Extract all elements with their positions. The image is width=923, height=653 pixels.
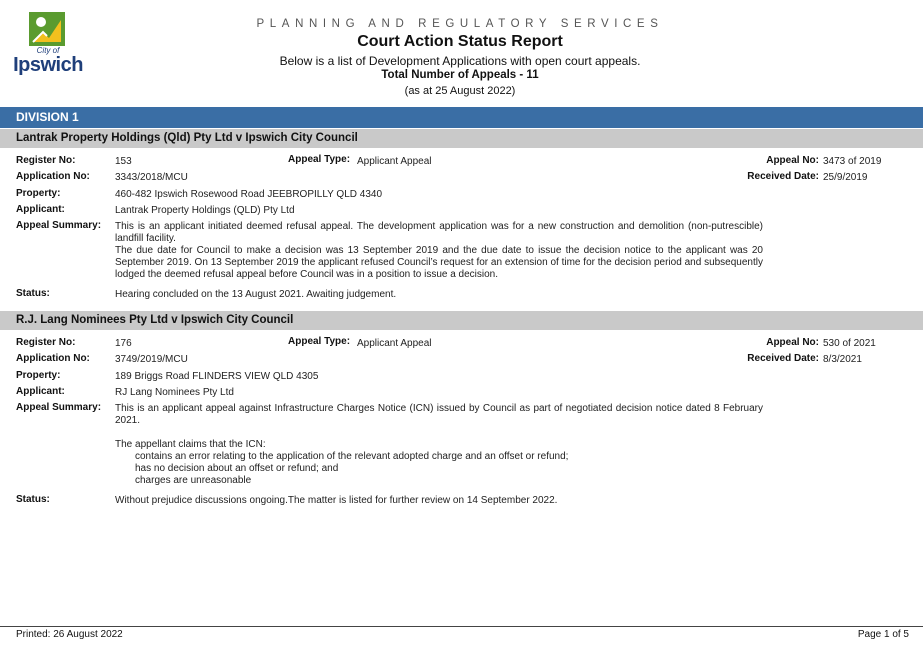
page-subtitle: Below is a list of Development Applications with open court appeals. [279,54,641,68]
appeal-summary [115,403,763,487]
summary-paragraph: This is an applicant initiated deemed refusal appeal. The development application was for a new construction and demolition (non-putrescible) landfill facility. [115,221,763,244]
appeal-summary-label: Appeal Summary: [16,402,102,413]
property-label: Property: [16,370,61,381]
appeal-no-value: 530 of 2021 [823,338,876,349]
received-date-value: 25/9/2019 [823,172,868,183]
status-label: Status: [16,288,50,299]
logo-name: Ipswich [13,54,83,76]
appeal-no-label: Appeal No: [766,155,819,166]
page-title: Court Action Status Report [357,33,563,50]
status-value: Hearing concluded on the 13 August 2021. Awaiting judgement. [115,289,397,300]
case-title-bar [0,129,923,148]
status-value: Without prejudice discussions ongoing.The matter is listed for further review on 14 September 2022. [115,495,558,506]
appeal-type-value: Applicant Appeal [357,156,432,167]
property-value: 460-482 Ipswich Rosewood Road JEEBROPILLY QLD 4340 [115,189,383,200]
application-no-label: Application No: [16,171,90,182]
received-date-label: Received Date: [747,353,819,364]
appeal-no-label: Appeal No: [766,337,819,348]
case-title: R.J. Lang Nominees Pty Ltd v Ipswich City Council [16,314,294,326]
applicant-value: RJ Lang Nominees Pty Ltd [115,387,234,398]
city-logo [12,10,84,76]
department-heading: PLANNING AND REGULATORY SERVICES [256,18,664,30]
applicant-value: Lantrak Property Holdings (QLD) Pty Ltd [115,205,295,216]
claim-item: charges are unreasonable [135,475,252,486]
report-date: (as at 25 August 2022) [404,85,516,97]
status-label: Status: [16,494,50,505]
case-title: Lantrak Property Holdings (Qld) Pty Ltd v Ipswich City Council [16,132,358,144]
register-no-label: Register No: [16,337,76,348]
page-number: Page 1 of 5 [857,629,909,640]
appeal-type-label: Appeal Type: [288,336,351,347]
appeal-type-label: Appeal Type: [288,154,351,165]
received-date-label: Received Date: [747,171,819,182]
application-no-value: 3749/2019/MCU [115,354,188,365]
summary-paragraph: The due date for Council to make a decision was 13 September 2019 and the due date to issue the decision notice to the applicant was 20 September 2019. On 13 September 2019 the applicant refused Council’s request for an extension of time for the decision period and subsequently lodged the deemed refusal appeal before Council was in a position to issue a decision. [115,245,763,280]
footer-divider [0,626,923,627]
summary-paragraph: This is an applicant appeal against Infrastructure Charges Notice (ICN) issued by Council as part of negotiated decision notice dated 8 February 2021. [115,403,763,426]
applicant-label: Applicant: [16,204,65,215]
city-logo-icon [29,12,65,46]
application-no-label: Application No: [16,353,90,364]
application-no-value: 3343/2018/MCU [115,172,188,183]
division-header [0,107,923,128]
case-title-bar [0,311,923,330]
appeal-no-value: 3473 of 2019 [823,156,882,167]
appeal-summary [115,221,763,281]
printed-date: Printed: 26 August 2022 [16,629,123,640]
appeal-summary-label: Appeal Summary: [16,220,102,231]
applicant-label: Applicant: [16,386,65,397]
claim-item: contains an error relating to the application of the relevant adopted charge and an offset or refund; [135,451,569,462]
property-value: 189 Briggs Road FLINDERS VIEW QLD 4305 [115,371,319,382]
register-no-label: Register No: [16,155,76,166]
claims-list [115,451,763,487]
register-no-value: 153 [115,156,132,167]
logo-city-of: City of [36,46,60,55]
total-appeals: Total Number of Appeals - 11 [381,69,539,81]
property-label: Property: [16,188,61,199]
summary-claims-intro: The appellant claims that the ICN: [115,439,266,450]
appeal-type-value: Applicant Appeal [357,338,432,349]
received-date-value: 8/3/2021 [823,354,862,365]
register-no-value: 176 [115,338,132,349]
claim-item: has no decision about an offset or refund; and [135,463,339,474]
division-label: DIVISION 1 [16,110,79,124]
